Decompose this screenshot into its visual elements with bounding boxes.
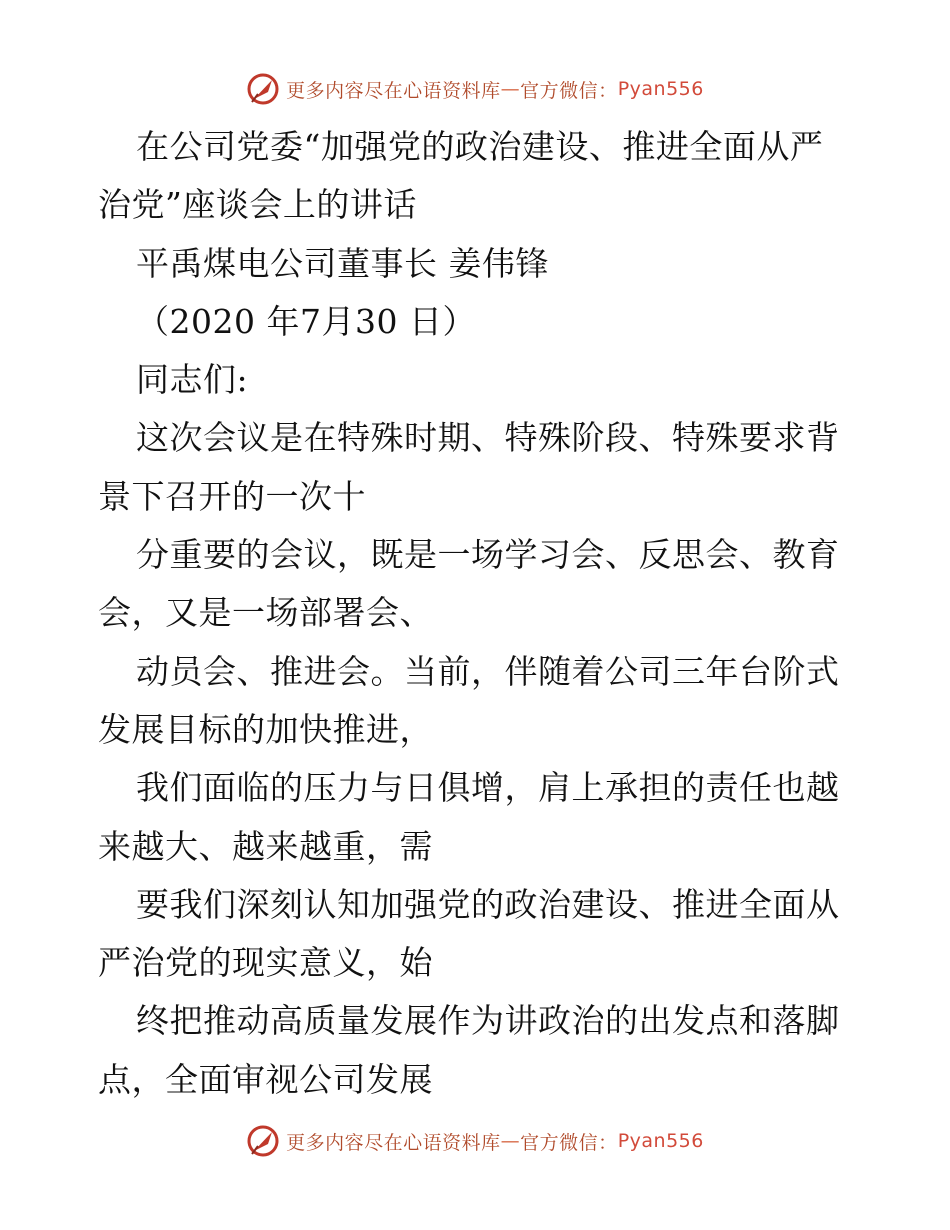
body-line: 要我们深刻认知加强党的政治建设、推进全面从 [136,884,840,924]
watermark-official-text: 官方微信： [520,1131,618,1154]
watermark-lead-text: 更多内容尽在心语资料库 [286,79,501,102]
watermark-lead-text: 更多内容尽在心语资料库 [286,1131,501,1154]
body-line: 终把推动高质量发展作为讲政治的出发点和落脚 [136,1001,840,1041]
watermark-handle: Pyan556 [617,1130,704,1152]
watermark-dash: — [500,1130,521,1152]
speaker-line: 平禹煤电公司董事长 姜伟锋 [136,243,549,283]
body-line: 发展目标的加快推进， [98,709,433,749]
title-line-1: 在公司党委“加强党的政治建设、推进全面从严 [136,127,824,166]
watermark-dash: — [500,78,521,100]
body-line: 分重要的会议，既是一场学习会、反思会、教育 [136,535,840,575]
date-line: （2020 年7月30 日） [136,301,476,341]
body-line: 景下召开的一次十 [98,476,366,516]
watermark-official-text: 官方微信： [520,79,618,102]
quill-logo-icon [246,72,280,106]
salutation-line: 同志们: [136,360,249,400]
body-line: 来越大、越来越重，需 [98,826,433,866]
quill-logo-icon [246,1124,280,1158]
body-line: 动员会、推进会。当前，伴随着公司三年台阶式 [136,651,840,691]
body-line: 这次会议是在特殊时期、特殊阶段、特殊要求背 [136,418,840,458]
document-body [98,118,858,1109]
body-line: 严治党的现实意义，始 [98,943,433,983]
body-line: 会，又是一场部署会、 [98,593,433,633]
title-line-2: 治党”座谈会上的讲话 [98,185,417,225]
watermark-handle: Pyan556 [617,78,704,100]
header-watermark [0,72,950,106]
footer-watermark [0,1124,950,1158]
body-line: 我们面临的压力与日俱增，肩上承担的责任也越 [136,768,840,808]
body-line: 点，全面审视公司发展 [98,1059,433,1099]
